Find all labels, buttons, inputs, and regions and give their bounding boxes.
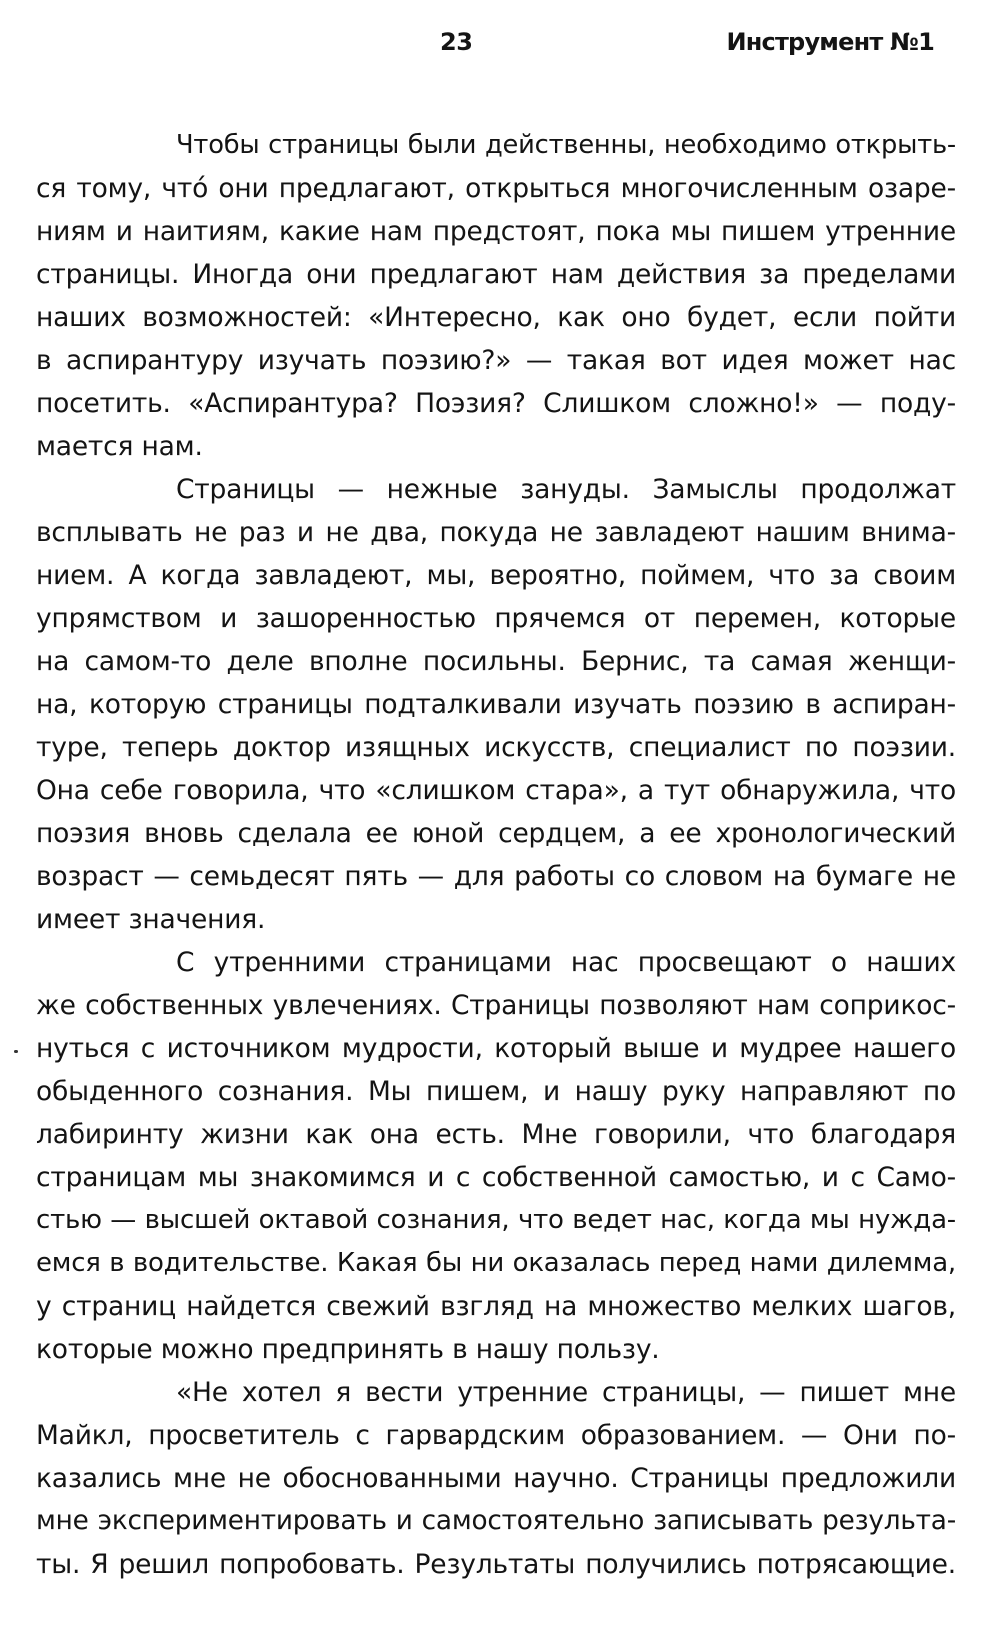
text-line: Майкл, просветитель с гарвардским образованием. — Они по- [36,1420,956,1451]
text-line: на, которую страницы подталкивали изучать поэзию в аспиран- [36,689,956,720]
text-line: нуться с источником мудрости, который выше и мудрее нашего [36,1033,956,1064]
text-line: туре, теперь доктор изящных искусств, специалист по поэзии. [36,732,956,763]
text-line: ся тому, что́ они предлагают, открыться многочисленным озаре- [36,173,956,204]
text-line: поэзия вновь сделала ее юной сердцем, а ее хронологический [36,818,956,849]
text-line: всплывать не раз и не два, покуда не завладеют нашим внима- [36,517,956,548]
text-line: наших возможностей: «Интересно, как оно будет, если пойти [36,302,956,333]
body-text [36,124,956,1586]
text-line: мается нам. [36,431,203,462]
paragraph-3 [36,941,956,1371]
text-line: стью — высшей октавой сознания, что ведет нас, когда мы нужда- [36,1205,956,1235]
text-line: в аспирантуру изучать поэзию?» — такая вот идея может нас [36,345,956,376]
paragraph-2 [36,468,956,941]
text-line: Страницы — нежные зануды. Замыслы продолжат [176,474,956,505]
text-line: страницам мы знакомимся и с собственной самостью, и с Само- [36,1162,956,1193]
scan-speck [14,1050,18,1053]
text-line: Чтобы страницы были действенны, необходимо открыть- [176,130,956,160]
text-line: посетить. «Аспирантура? Поэзия? Слишком сложно!» — поду- [36,388,956,419]
page-header [0,28,1000,68]
paragraph-4 [36,1371,956,1586]
text-line: обыденного сознания. Мы пишем, и нашу руку направляют по [36,1076,956,1107]
text-line: нием. А когда завладеют, мы, вероятно, поймем, что за своим [36,560,956,591]
text-line: казались мне не обоснованными научно. Страницы предложили [36,1463,956,1494]
text-line: упрямством и зашоренностью прячемся от перемен, которые [36,603,956,634]
text-line: ниям и наитиям, какие нам предстоят, пока мы пишем утренние [36,216,956,247]
text-line: «Не хотел я вести утренние страницы, — пишет мне [176,1377,956,1408]
text-line: у страниц найдется свежий взгляд на множество мелких шагов, [36,1291,956,1322]
text-line: страницы. Иногда они предлагают нам действия за пределами [36,259,956,290]
text-line: возраст — семьдесят пять — для работы со словом на бумаге не [36,861,956,892]
text-line: же собственных увлечениях. Страницы позволяют нам соприкос- [36,990,956,1021]
text-line: мне экспериментировать и самостоятельно записывать результа- [36,1506,956,1536]
text-line: лабиринту жизни как она есть. Мне говорили, что благодаря [36,1119,956,1150]
running-title: Инструмент №1 [726,28,934,56]
text-line: имеет значения. [36,904,266,935]
text-line: Она себе говорила, что «слишком стара», а тут обнаружила, что [36,775,956,806]
text-line: на самом-то деле вполне посильны. Бернис, та самая женщи- [36,646,956,677]
page-number: 23 [440,28,473,56]
text-line: ты. Я решил попробовать. Результаты получились потрясающие. [36,1549,956,1580]
text-line: емся в водительстве. Какая бы ни оказалась перед нами дилемма, [36,1248,956,1278]
text-line: С утренними страницами нас просвещают о наших [176,947,956,978]
text-line: которые можно предпринять в нашу пользу. [36,1334,660,1365]
paragraph-1 [36,124,956,468]
